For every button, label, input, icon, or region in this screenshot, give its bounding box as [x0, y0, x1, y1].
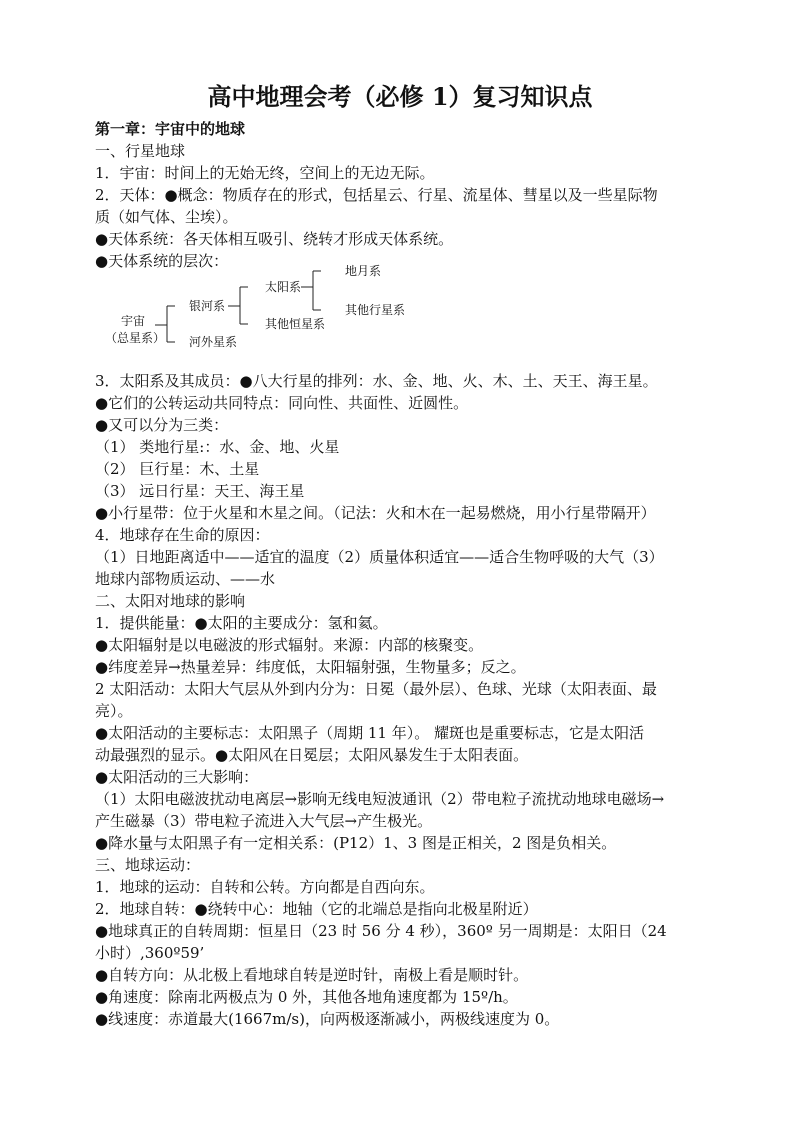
text-block-2: [95, 370, 705, 1030]
text-line: 2．天体：●概念：物质存在的形式，包括星云、行星、流星体、彗星以及一些星际物: [95, 186, 658, 204]
text-line: 2．地球自转：●绕转中心：地轴（它的北端总是指向北极星附近）: [95, 900, 538, 918]
diagram-earth-moon-system: 地月系: [345, 264, 382, 278]
diagram-milky-way: 银河系: [189, 299, 226, 313]
text-line: ●天体系统：各天体相互吸引、绕转才形成天体系统。: [95, 230, 454, 248]
text-line: 4．地球存在生命的原因：: [95, 526, 270, 544]
text-line: 2 太阳活动：太阳大气层从外到内分为：日冕（最外层）、色球、光球（太阳表面、最: [95, 680, 657, 698]
text-line: ●太阳辐射是以电磁波的形式辐射。来源：内部的核聚变。: [95, 636, 484, 654]
text-line: （2） 巨行星：木、土星: [95, 460, 260, 478]
text-line: 二、太阳对地球的影响: [95, 592, 246, 610]
text-line: 1．提供能量：●太阳的主要成分：氢和氦。: [95, 614, 388, 632]
diagram-solar-system: 太阳系: [265, 280, 302, 294]
text-line: ●纬度差异→热量差异：纬度低，太阳辐射强，生物量多；反之。: [95, 658, 526, 676]
text-line: ●又可以分为三类：: [95, 416, 229, 434]
text-line: ●它们的公转运动共同特点：同向性、共面性、近圆性。: [95, 394, 469, 412]
page-title: 高中地理会考（必修 1）复习知识点: [207, 82, 593, 111]
text-line: 三、地球运动：: [95, 856, 201, 874]
text-line: 1．宇宙：时间上的无始无终，空间上的无边无际。: [95, 164, 435, 182]
text-line: ●角速度：除南北两极点为 0 外，其他各地角速度都为 15º/h。: [95, 988, 518, 1006]
text-line: 一、行星地球: [95, 142, 186, 160]
diagram-other-star-systems: 其他恒星系: [265, 317, 326, 331]
diagram-universe: 宇宙: [121, 314, 146, 328]
diagram-external-galaxies: 河外星系: [189, 335, 238, 349]
celestial-hierarchy-diagram: [95, 262, 415, 372]
text-line: 1．地球的运动：自转和公转。方向都是自西向东。: [95, 878, 435, 896]
text-line: 动最强烈的显示。●太阳风在日冕层；太阳风暴发生于太阳表面。: [95, 746, 529, 764]
text-line: 产生磁暴（3）带电粒子流进入大气层→产生极光。: [95, 812, 433, 830]
text-line: （1） 类地行星:：水、金、地、火星: [95, 438, 340, 456]
diagram-other-planet-systems: 其他行星系: [345, 303, 406, 317]
text-line: ●小行星带：位于火星和木星之间。（记法：火和木在一起易燃烧，用小行星带隔开）: [95, 504, 656, 522]
text-line: ●线速度：赤道最大(1667m/s)，向两极逐渐减小，两极线速度为 0。: [95, 1010, 560, 1028]
text-line: 第一章：宇宙中的地球: [95, 120, 246, 138]
text-line: （1）太阳电磁波扰动电离层→影响无线电短波通讯（2）带电粒子流扰动地球电磁场→: [95, 790, 665, 808]
text-line: ●自转方向：从北极上看地球自转是逆时针，南极上看是顺时针。: [95, 966, 529, 984]
text-line: ●降水量与太阳黑子有一定相关系：(P12）1、3 图是正相关，2 图是负相关。: [95, 834, 617, 852]
text-line: 亮）。: [95, 702, 133, 720]
text-line: （1）日地距离适中——适宜的温度（2）质量体积适宜——适合生物呼吸的大气（3）: [95, 548, 664, 566]
text-line: 地球内部物质运动、——水: [95, 570, 276, 588]
text-line: ●太阳活动的三大影响：: [95, 768, 259, 786]
diagram-total-galaxy-system: （总星系）: [105, 331, 166, 345]
text-line: ●太阳活动的主要标志：太阳黑子（周期 11 年）。 耀斑也是重要标志，它是太阳活: [95, 724, 644, 742]
text-line: 质（如气体、尘埃）。: [95, 208, 238, 226]
text-line: （3） 远日行星：天王、海王星: [95, 482, 305, 500]
text-line: 小时）,360º59’: [95, 944, 205, 962]
text-line: 3．太阳系及其成员：●八大行星的排列：水、金、地、火、木、土、天王、海王星。: [95, 372, 658, 390]
text-block-1: [95, 118, 705, 272]
text-line: ●地球真正的自转周期：恒星日（23 时 56 分 4 秒），360º 另一周期是：太阳日（24: [95, 922, 667, 940]
text-line: ●天体系统的层次：: [95, 252, 229, 270]
